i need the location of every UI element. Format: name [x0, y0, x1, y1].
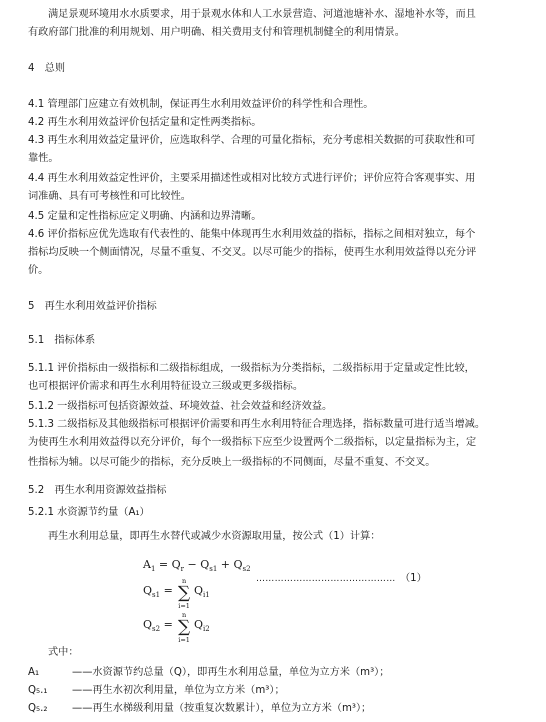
clause-4-5: 4.5 定量和定性指标应定义明确、内涵和边界清晰。: [28, 211, 262, 222]
clause-4-3-line2: 靠性。: [28, 153, 59, 164]
formula-sum-3: n ∑ i=1: [178, 611, 191, 644]
definition-a1: ——水资源节约总量（Q），即再生水利用总量，单位为立方米（m³）；: [72, 667, 390, 678]
clause-4-6-line3: 价。: [28, 265, 49, 276]
where-label: 式中：: [48, 647, 79, 658]
clause-heading-5-2-1: 5.2.1 水资源节约量（A₁）: [28, 507, 150, 518]
subsection-heading-5-1: 5.1 指标体系: [28, 335, 96, 346]
formula-term-2: $Q_{i1}$: [194, 584, 210, 600]
definition-q51: ——再生水初次利用量，单位为立方米（m³）；: [72, 685, 285, 696]
formula-line-2: $Q_{s1}$ =: [143, 584, 173, 600]
formula-line-3: $Q_{s2}$ =: [143, 618, 173, 634]
clause-5-1-3-line2: 为使再生水利用效益得以充分评价，每个一级指标下应至少设置两个二级指标，以定量指标为主，定: [28, 437, 477, 448]
clause-4-4-line2: 词准确、具有可考核性和可比较性。: [28, 191, 191, 202]
clause-4-4-line1: 4.4 再生水利用效益定性评价，主要采用描述性或相对比较方式进行评价；评价应符合客观事实、用: [28, 173, 476, 184]
subsection-heading-5-2: 5.2 再生水利用资源效益指标: [28, 485, 167, 496]
clause-4-2: 4.2 再生水利用效益评价包括定量和定性两类指标。: [28, 117, 262, 128]
formula-term-3: $Q_{i2}$: [194, 618, 210, 634]
definition-q52-symbol: Q₅.₂: [28, 703, 48, 714]
clause-5-1-1-line2: 也可根据评价需求和再生水利用特征设立三级或更多级指标。: [28, 381, 304, 392]
equation-number: （1）: [400, 573, 427, 584]
clause-4-3-line1: 4.3 再生水利用效益定量评价，应选取科学、合理的可量化指标，充分考虑相关数据的可获取性和可: [28, 135, 476, 146]
clause-5-1-2: 5.1.2 一级指标可包括资源效益、环境效益、社会效益和经济效益。: [28, 401, 333, 412]
clause-5-1-3-line1: 5.1.3 二级指标及其他级指标可根据评价需要和再生水利用特征合理选择，指标数量可进行适当增减。: [28, 419, 486, 430]
clause-4-6-line2: 指标均反映一个侧面情况，尽量不重复、不交叉。以尽可能少的指标，使再生水利用效益得以充分评: [28, 247, 477, 258]
clause-5-1-1-line1: 5.1.1 评价指标由一级指标和二级指标组成，一级指标为分类指标，二级指标用于定量或定性比较，: [28, 363, 475, 374]
paragraph-intro-line2: 有政府部门批准的利用规划、用户明确、相关费用支付和管理机制健全的利用情景。: [28, 27, 405, 38]
formula-var-a1: $A_1$: [143, 558, 156, 574]
formula-sum-2: n ∑ i=1: [178, 577, 191, 610]
formula-line-1: $A_1 = Q_r - Q_{s1} + Q_{s2}$: [143, 558, 251, 574]
section-heading-4: 4 总则: [28, 63, 66, 74]
section-heading-5: 5 再生水利用效益评价指标: [28, 301, 157, 312]
formula-leader-dots: ………………………………………: [256, 574, 396, 584]
clause-4-6-line1: 4.6 评价指标应优先选取有代表性的、能集中体现再生水利用效益的指标，指标之间相对独立，每个: [28, 229, 476, 240]
paragraph-intro-line1: 满足景观环境用水水质要求，用于景观水体和人工水景营造、河道池塘补水、湿地补水等，而且: [48, 9, 476, 20]
clause-4-1: 4.1 管理部门应建立有效机制，保证再生水利用效益评价的科学性和合理性。: [28, 99, 374, 110]
definition-q52: ——再生水梯级利用量（按重复次数累计），单位为立方米（m³）；: [72, 703, 372, 714]
definition-a1-symbol: A₁: [28, 667, 40, 678]
calculation-intro: 再生水利用总量，即再生水替代或减少水资源取用量，按公式（1）计算：: [48, 531, 381, 542]
definition-q51-symbol: Q₅.₁: [28, 685, 48, 696]
clause-5-1-3-line3: 性指标为辅。以尽可能少的指标，充分反映上一级指标的不同侧面，尽量不重复、不交叉。: [28, 457, 436, 468]
